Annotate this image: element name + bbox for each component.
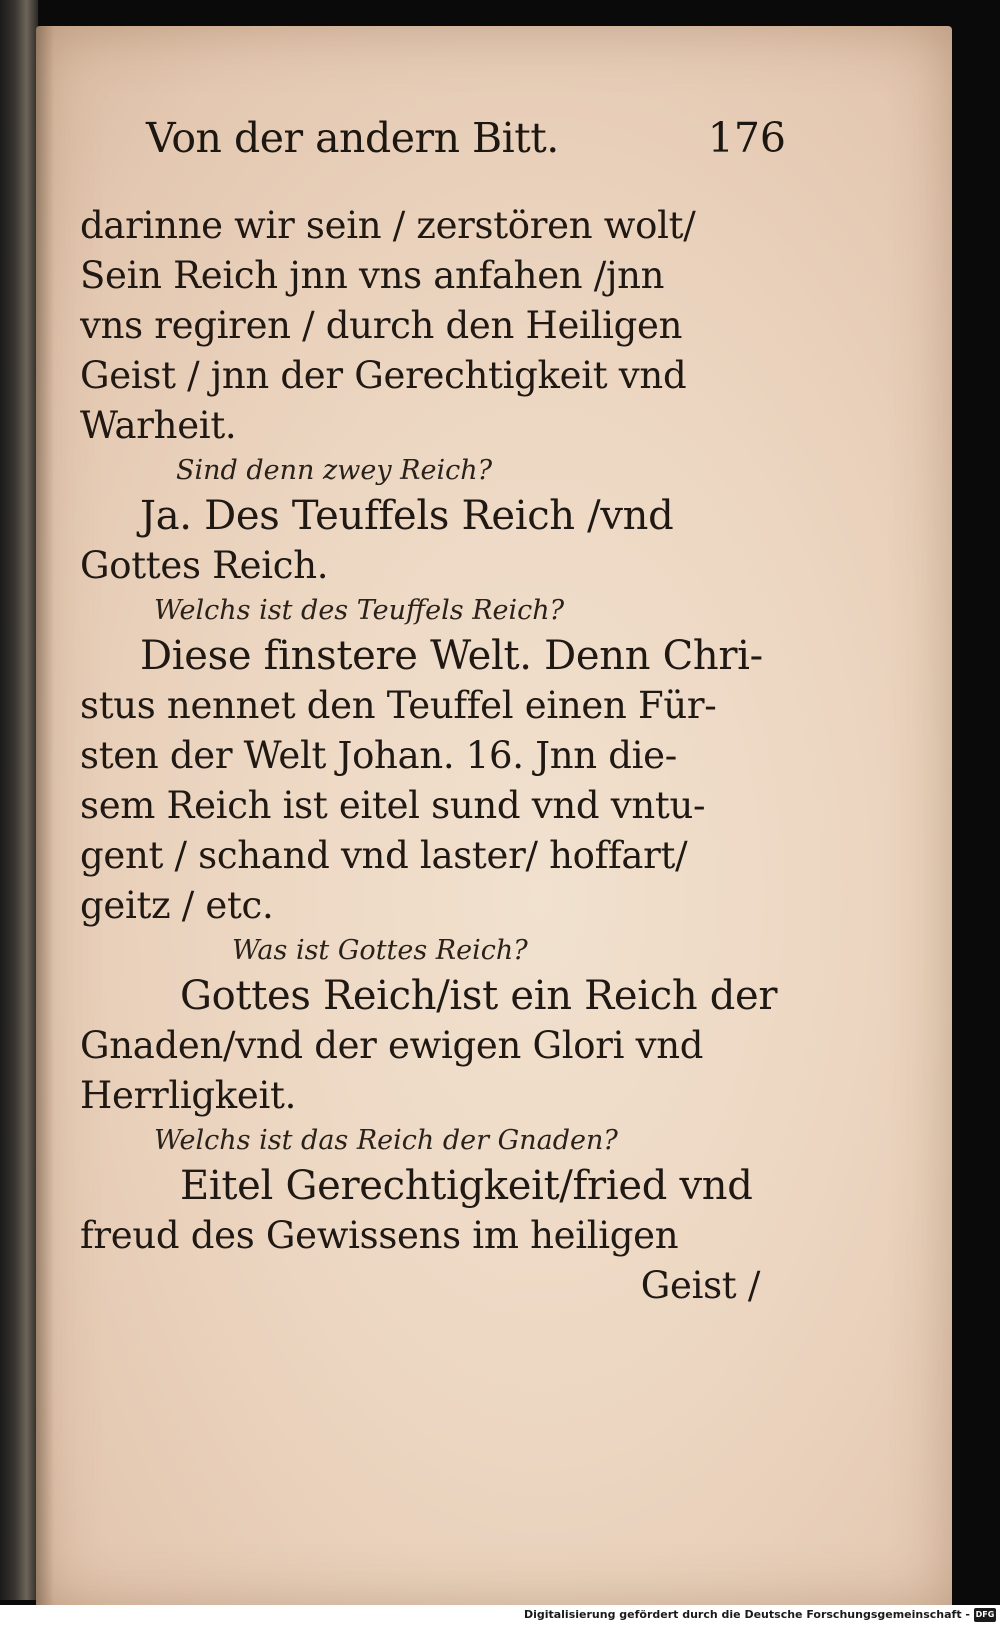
answer-line: Eitel Gerechtigkeit/fried vnd <box>180 1163 753 1209</box>
dfg-logo-icon: DFG <box>974 1608 996 1622</box>
text-line: darinne wir sein / zerstören wolt/ <box>80 204 696 247</box>
answer-line: Geist / <box>640 1264 760 1307</box>
main-text <box>80 201 780 1311</box>
text-line: vns regiren / durch den Heiligen <box>80 304 683 347</box>
question-heading: Welchs ist das Reich der Gnaden? <box>154 1125 618 1156</box>
book-binding-edge <box>0 0 38 1600</box>
answer-line: Gnaden/vnd der ewigen Glori vnd <box>80 1024 704 1067</box>
answer-line: Herrligkeit. <box>80 1074 297 1117</box>
question-heading: Was ist Gottes Reich? <box>232 935 528 966</box>
answer-line: Gottes Reich/ist ein Reich der <box>180 973 778 1019</box>
text-line: Warheit. <box>80 404 237 447</box>
answer-line: Ja. Des Teuffels Reich /vnd <box>140 493 674 539</box>
answer-line: geitz / etc. <box>80 884 274 927</box>
text-line: Sein Reich jnn vns anfahen /jnn <box>80 254 665 297</box>
answer-line: freud des Gewissens im heiligen <box>80 1214 679 1257</box>
answer-line: sten der Welt Johan. 16. Jnn die- <box>80 734 677 777</box>
answer-line: stus nennet den Teuffel einen Für- <box>80 684 717 727</box>
answer-line: sem Reich ist eitel sund vnd vntu- <box>80 784 706 827</box>
question-heading: Sind denn zwey Reich? <box>176 455 493 486</box>
answer-line: gent / schand vnd laster/ hoffart/ <box>80 834 688 877</box>
page-header <box>146 114 786 174</box>
page-number: 176 <box>707 114 786 162</box>
answer-line: Diese finstere Welt. Denn Chri- <box>140 633 763 679</box>
funding-credit: Digitalisierung gefördert durch die Deutsche Forschungsgemeinschaft - <box>523 1608 970 1621</box>
question-heading: Welchs ist des Teuffels Reich? <box>154 595 565 626</box>
answer-line: Gottes Reich. <box>80 544 329 587</box>
running-title: Von der andern Bitt. <box>146 114 559 162</box>
book-page <box>36 26 952 1610</box>
digitization-footer <box>0 1605 1000 1627</box>
text-line: Geist / jnn der Gerechtigkeit vnd <box>80 354 687 397</box>
